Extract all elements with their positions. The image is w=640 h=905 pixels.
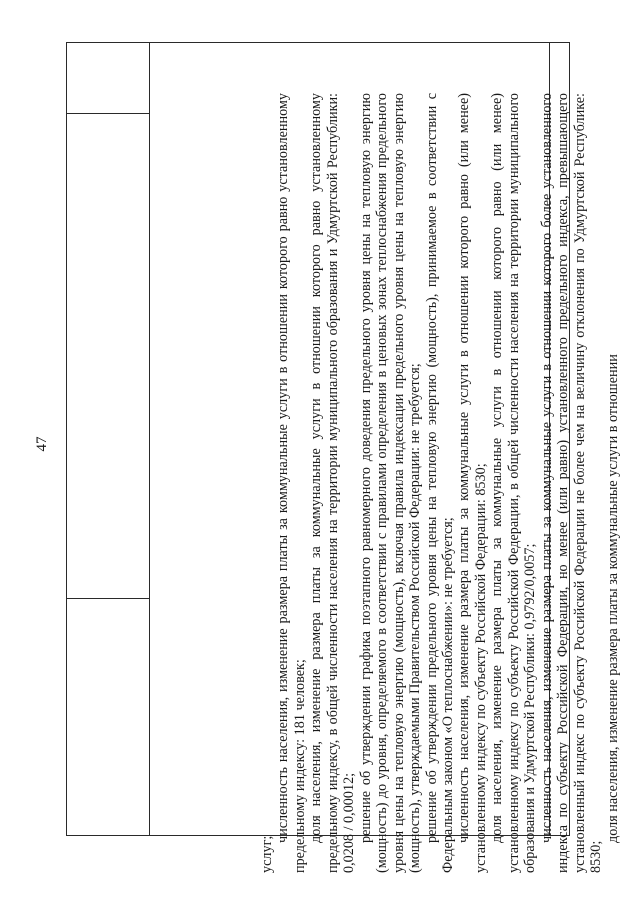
- document-paragraph: доля населения, изменение размера платы за коммунальные услуги в отношении которого равно установленному предельному индексу, в общей численности населения на территории муниципального образования и Удмуртской Республики: 0,0208 / 0,00012;: [308, 93, 358, 873]
- table-column-divider: [149, 43, 150, 835]
- page-number: 47: [34, 436, 50, 452]
- document-paragraph: доля населения, изменение размера платы за коммунальные услуги в отношении которого равно (или менее) установленному индексу по субъекту Российской Федерации, в общей численности населения на территории муниципального образования и Удмуртской Республики: 0,9792/0,0057;: [489, 93, 539, 873]
- document-table: [66, 42, 621, 873]
- table-row-divider: [67, 113, 149, 114]
- document-paragraph: численность населения, изменение размера платы за коммунальные услуги в отношении которого равно (или менее) установленному индексу по субъекту Российской Федерации: 8530;: [456, 93, 489, 873]
- table-text-cell: [256, 87, 640, 877]
- document-paragraph: доля населения, изменение размера платы за коммунальные услуги в отношении: [604, 354, 621, 843]
- table-row-divider: [67, 598, 149, 599]
- document-paragraph: услуг;: [259, 835, 275, 873]
- document-paragraph: численность населения, изменение размера платы за коммунальные услуги в отношении которого равно установленному предельному индексу: 181 человек;: [275, 93, 308, 873]
- document-paragraph: решение об утверждении графика поэтапного равномерного доведения предельного уровня цены на тепловую энергию (мощность) до уровня, определяемого в соответствии с правилами определения в ценовых зонах теплоснабжения предельного уровня цены на тепловую энергию (мощность), включая правила индексации предельного уровня цены на тепловую энергию (мощность), утверждаемыми Правительством Российской Федерации: не требуется;: [357, 93, 424, 873]
- document-paragraph: решение об утверждении предельного уровня цены на тепловую энергию (мощность), принимаемое в соответствии с Федеральным законом «О теплоснабжении»: не требуется;: [423, 93, 456, 873]
- document-paragraph: численность населения, изменение размера платы за коммунальные услуги в отношении которого более установленного индекса по субъекту Российской Федерации, но менее (или равно) установленного предельного индекса, превышающего установленный индекс по субъекту Российской Федерации не более чем на величину отклонения по Удмуртской Республике: 8530;: [538, 93, 605, 873]
